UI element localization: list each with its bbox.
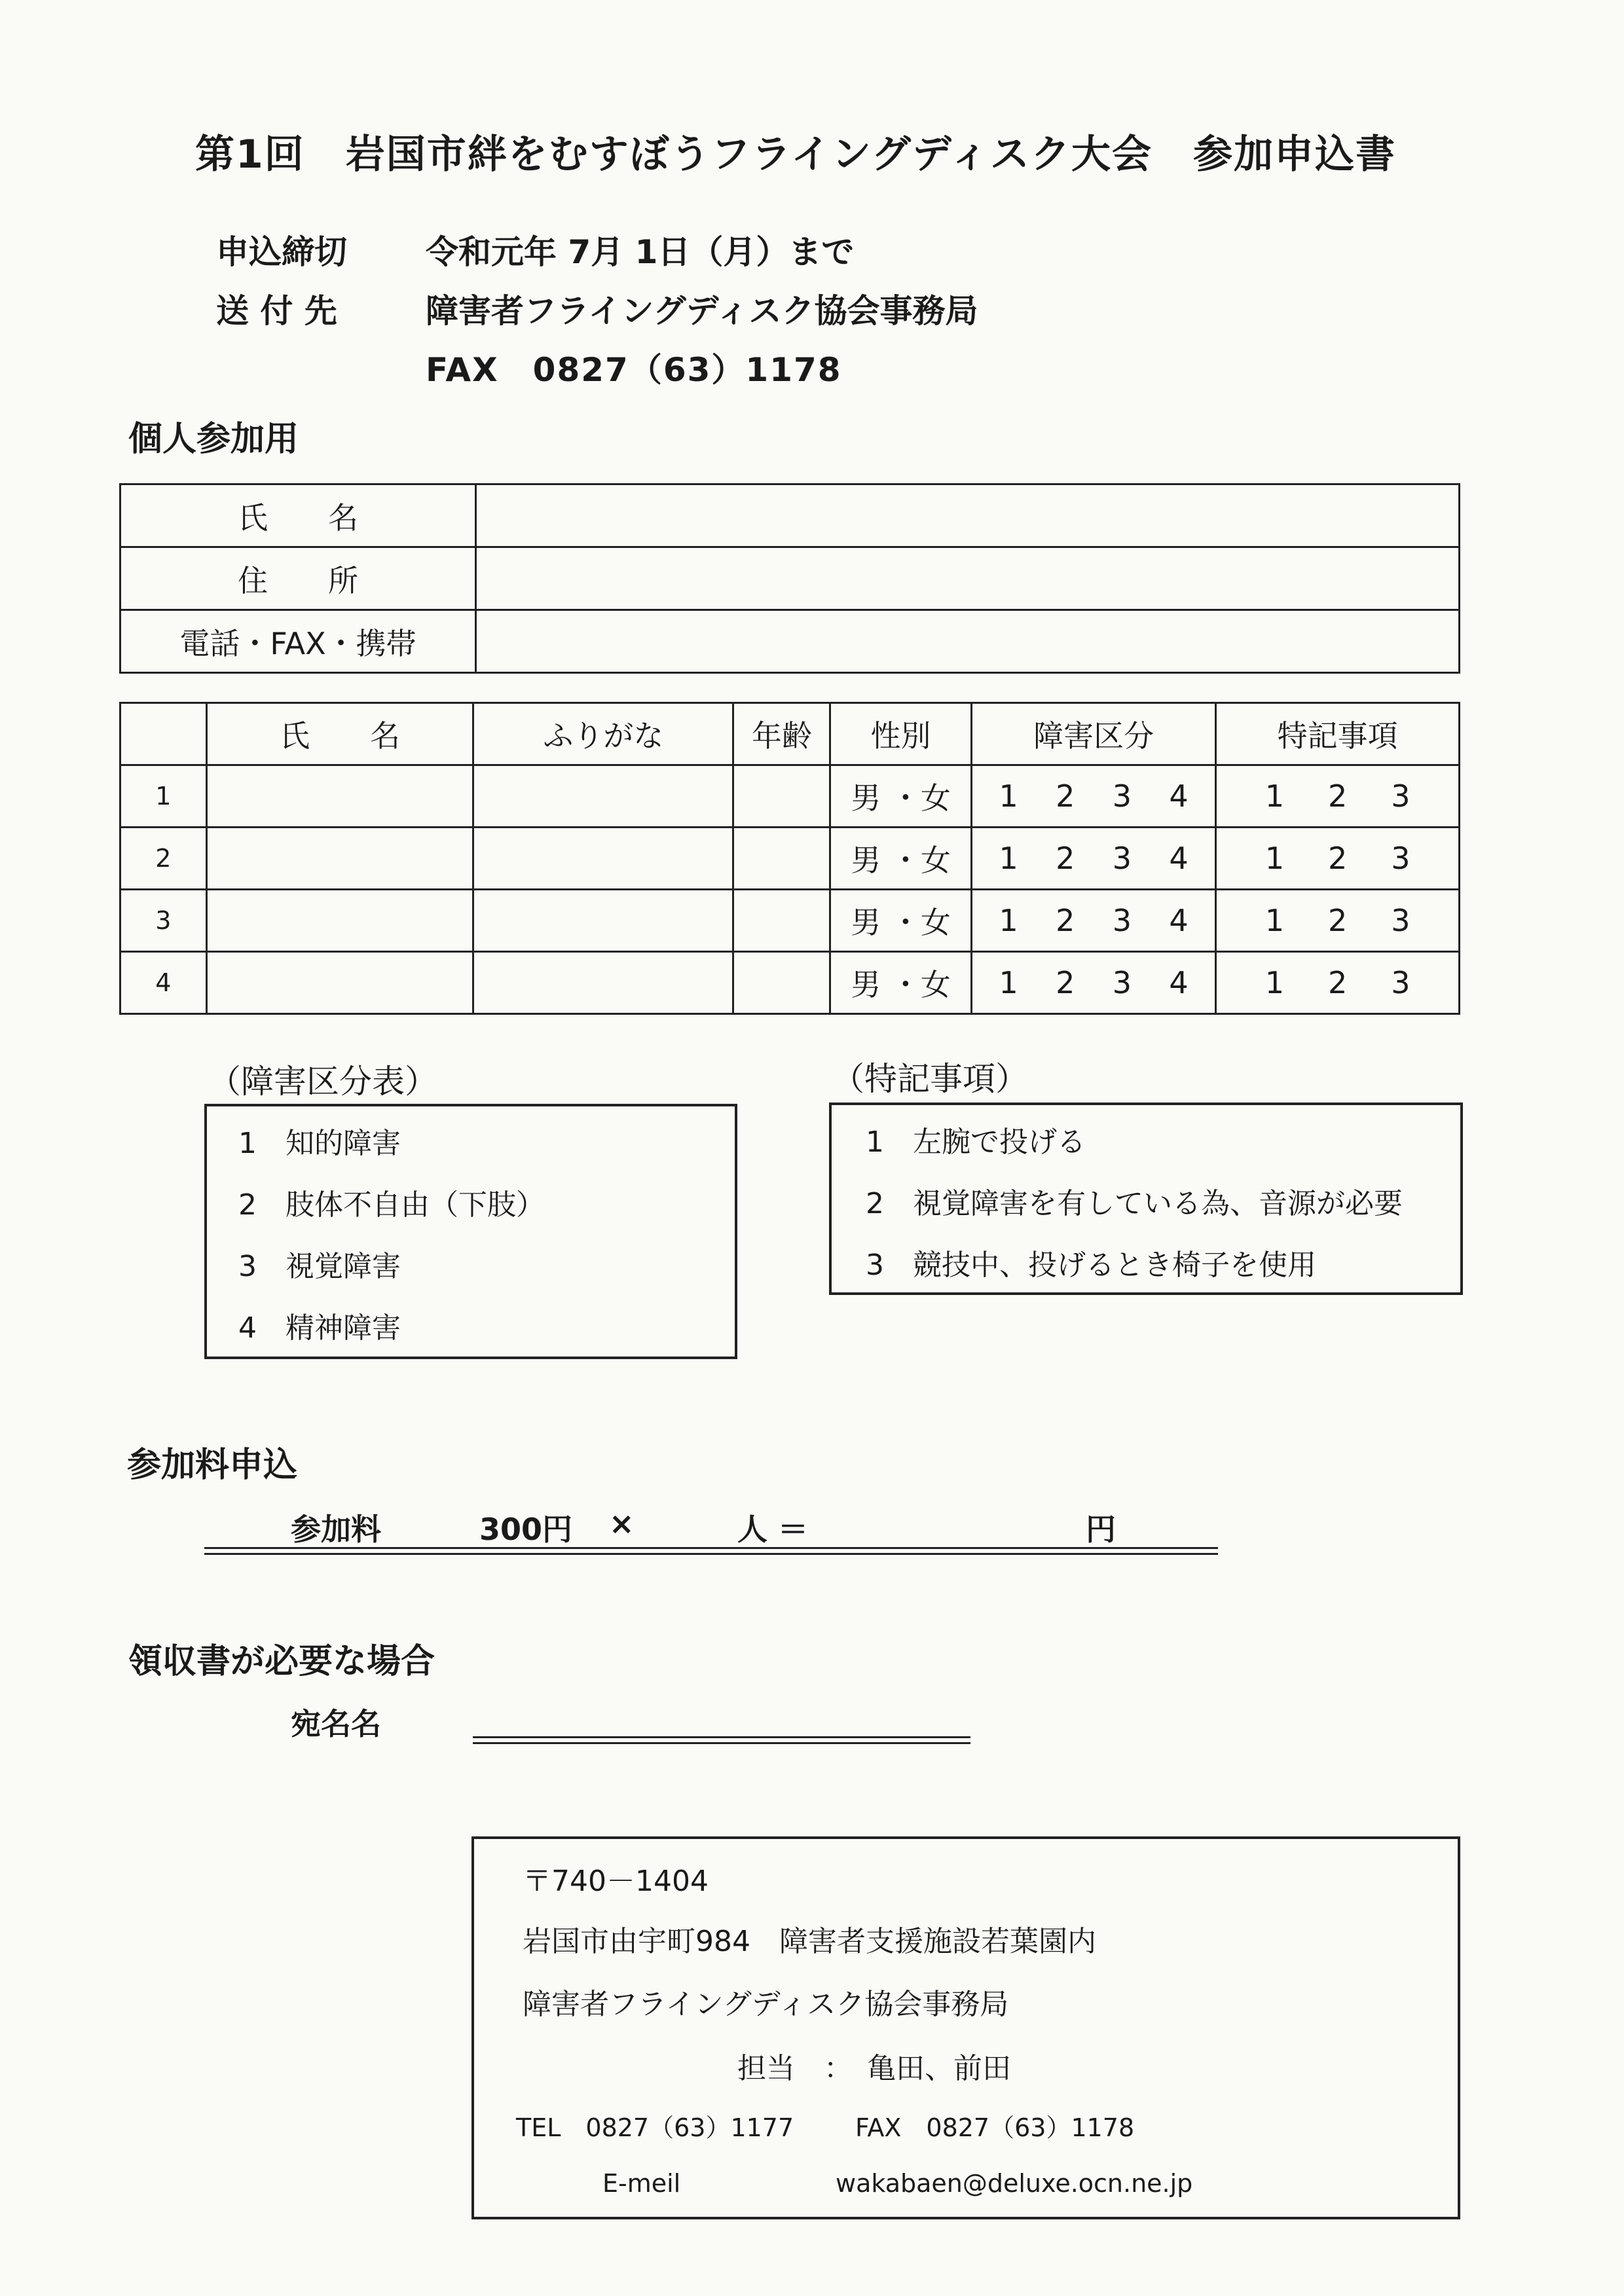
notes-cell[interactable]: 1 2 3 — [1216, 890, 1460, 952]
disability-cell[interactable]: 1 2 3 4 — [971, 952, 1216, 1014]
receipt-double-underline — [473, 1736, 970, 1744]
row-number: 2 — [120, 828, 207, 890]
table-header-row — [120, 703, 1460, 765]
table-row — [120, 547, 1460, 610]
participants-table — [119, 702, 1460, 1015]
address-label: 住 所 — [120, 547, 476, 610]
table-row — [120, 890, 1460, 952]
persons-label: 人 ＝ — [737, 1512, 809, 1547]
furigana-cell[interactable] — [473, 890, 733, 952]
fee-double-underline — [204, 1547, 1218, 1555]
furigana-cell[interactable] — [473, 765, 733, 828]
col-header-notes: 特記事項 — [1216, 703, 1460, 765]
name-cell[interactable] — [206, 828, 473, 890]
legend-item: 4 精神障害 — [238, 1311, 401, 1345]
age-cell[interactable] — [733, 890, 830, 952]
age-cell[interactable] — [733, 765, 830, 828]
disability-cell[interactable]: 1 2 3 4 — [971, 890, 1216, 952]
legend-item: 2 肢体不自由（下肢） — [238, 1188, 545, 1222]
col-header-sex: 性別 — [830, 703, 972, 765]
col-header-no — [120, 703, 207, 765]
contact-fax: FAX 0827（63）1178 — [855, 2113, 1135, 2142]
phone-label: 電話・FAX・携帯 — [120, 610, 476, 673]
col-header-disability: 障害区分 — [971, 703, 1216, 765]
notes-legend-box — [829, 1102, 1463, 1295]
fee-heading: 参加料申込 — [127, 1446, 298, 1485]
name-cell[interactable] — [206, 952, 473, 1014]
email-link[interactable]: wakabaen@deluxe.ocn.ne.jp — [836, 2169, 1193, 2198]
sex-cell[interactable]: 男 ・女 — [830, 828, 972, 890]
page-title: 第1回 岩国市絆をむすぼうフライングディスク大会 参加申込書 — [195, 132, 1396, 177]
contact-address: 岩国市由宇町984 障害者支援施設若葉園内 — [523, 1925, 1096, 1958]
name-cell[interactable] — [206, 765, 473, 828]
address-field[interactable] — [476, 547, 1460, 610]
sex-cell[interactable]: 男 ・女 — [830, 890, 972, 952]
notes-cell[interactable]: 1 2 3 — [1216, 828, 1460, 890]
times-sign: × — [609, 1506, 635, 1541]
row-number: 4 — [120, 952, 207, 1014]
individual-info-table — [119, 483, 1460, 674]
sex-cell[interactable]: 男 ・女 — [830, 765, 972, 828]
receipt-addressee-label: 宛名名 — [291, 1706, 381, 1741]
fee-amount: 300円 — [479, 1512, 573, 1547]
name-label: 氏 名 — [120, 484, 476, 547]
name-cell[interactable] — [206, 890, 473, 952]
furigana-cell[interactable] — [473, 952, 733, 1014]
email-label: E-meil — [602, 2169, 681, 2198]
table-row — [120, 765, 1460, 828]
contact-person: 担当 ： 亀田、前田 — [737, 2052, 1011, 2085]
disability-legend-box — [204, 1104, 737, 1359]
yen-label: 円 — [1086, 1512, 1116, 1547]
notes-cell[interactable]: 1 2 3 — [1216, 952, 1460, 1014]
send-to-fax: FAX 0827（63）1178 — [426, 351, 842, 389]
legend-item: 1 左腕で投げる — [866, 1125, 1086, 1159]
age-cell[interactable] — [733, 828, 830, 890]
individual-heading: 個人参加用 — [128, 420, 299, 459]
notes-table-title: （特記事項） — [832, 1060, 1028, 1098]
col-header-age: 年齢 — [733, 703, 830, 765]
deadline-label: 申込締切 — [216, 233, 347, 271]
name-field[interactable] — [476, 484, 1460, 547]
row-number: 3 — [120, 890, 207, 952]
table-row — [120, 952, 1460, 1014]
table-row — [120, 610, 1460, 673]
row-number: 1 — [120, 765, 207, 828]
disability-cell[interactable]: 1 2 3 4 — [971, 828, 1216, 890]
send-to-value: 障害者フライングディスク協会事務局 — [426, 292, 978, 330]
send-to-label: 送 付 先 — [216, 292, 337, 330]
legend-item: 3 視覚障害 — [238, 1250, 401, 1283]
legend-item: 3 競技中、投げるとき椅子を使用 — [866, 1248, 1316, 1282]
fee-label: 参加料 — [291, 1512, 381, 1547]
postal-code: 〒740－1404 — [523, 1865, 709, 1898]
col-header-name: 氏 名 — [206, 703, 473, 765]
disability-cell[interactable]: 1 2 3 4 — [971, 765, 1216, 828]
contact-box — [471, 1836, 1460, 2219]
sex-cell[interactable]: 男 ・女 — [830, 952, 972, 1014]
contact-org: 障害者フライングディスク協会事務局 — [523, 1988, 1009, 2021]
contact-tel: TEL 0827（63）1177 — [516, 2113, 794, 2142]
legend-item: 2 視覚障害を有している為、音源が必要 — [866, 1187, 1403, 1220]
col-header-furigana: ふりがな — [473, 703, 733, 765]
notes-cell[interactable]: 1 2 3 — [1216, 765, 1460, 828]
phone-field[interactable] — [476, 610, 1460, 673]
receipt-heading: 領収書が必要な場合 — [128, 1642, 435, 1681]
table-row — [120, 828, 1460, 890]
furigana-cell[interactable] — [473, 828, 733, 890]
table-row — [120, 484, 1460, 547]
deadline-value: 令和元年 7月 1日（月）まで — [426, 233, 855, 271]
legend-item: 1 知的障害 — [238, 1127, 401, 1160]
disability-table-title: （障害区分表） — [208, 1063, 437, 1101]
age-cell[interactable] — [733, 952, 830, 1014]
